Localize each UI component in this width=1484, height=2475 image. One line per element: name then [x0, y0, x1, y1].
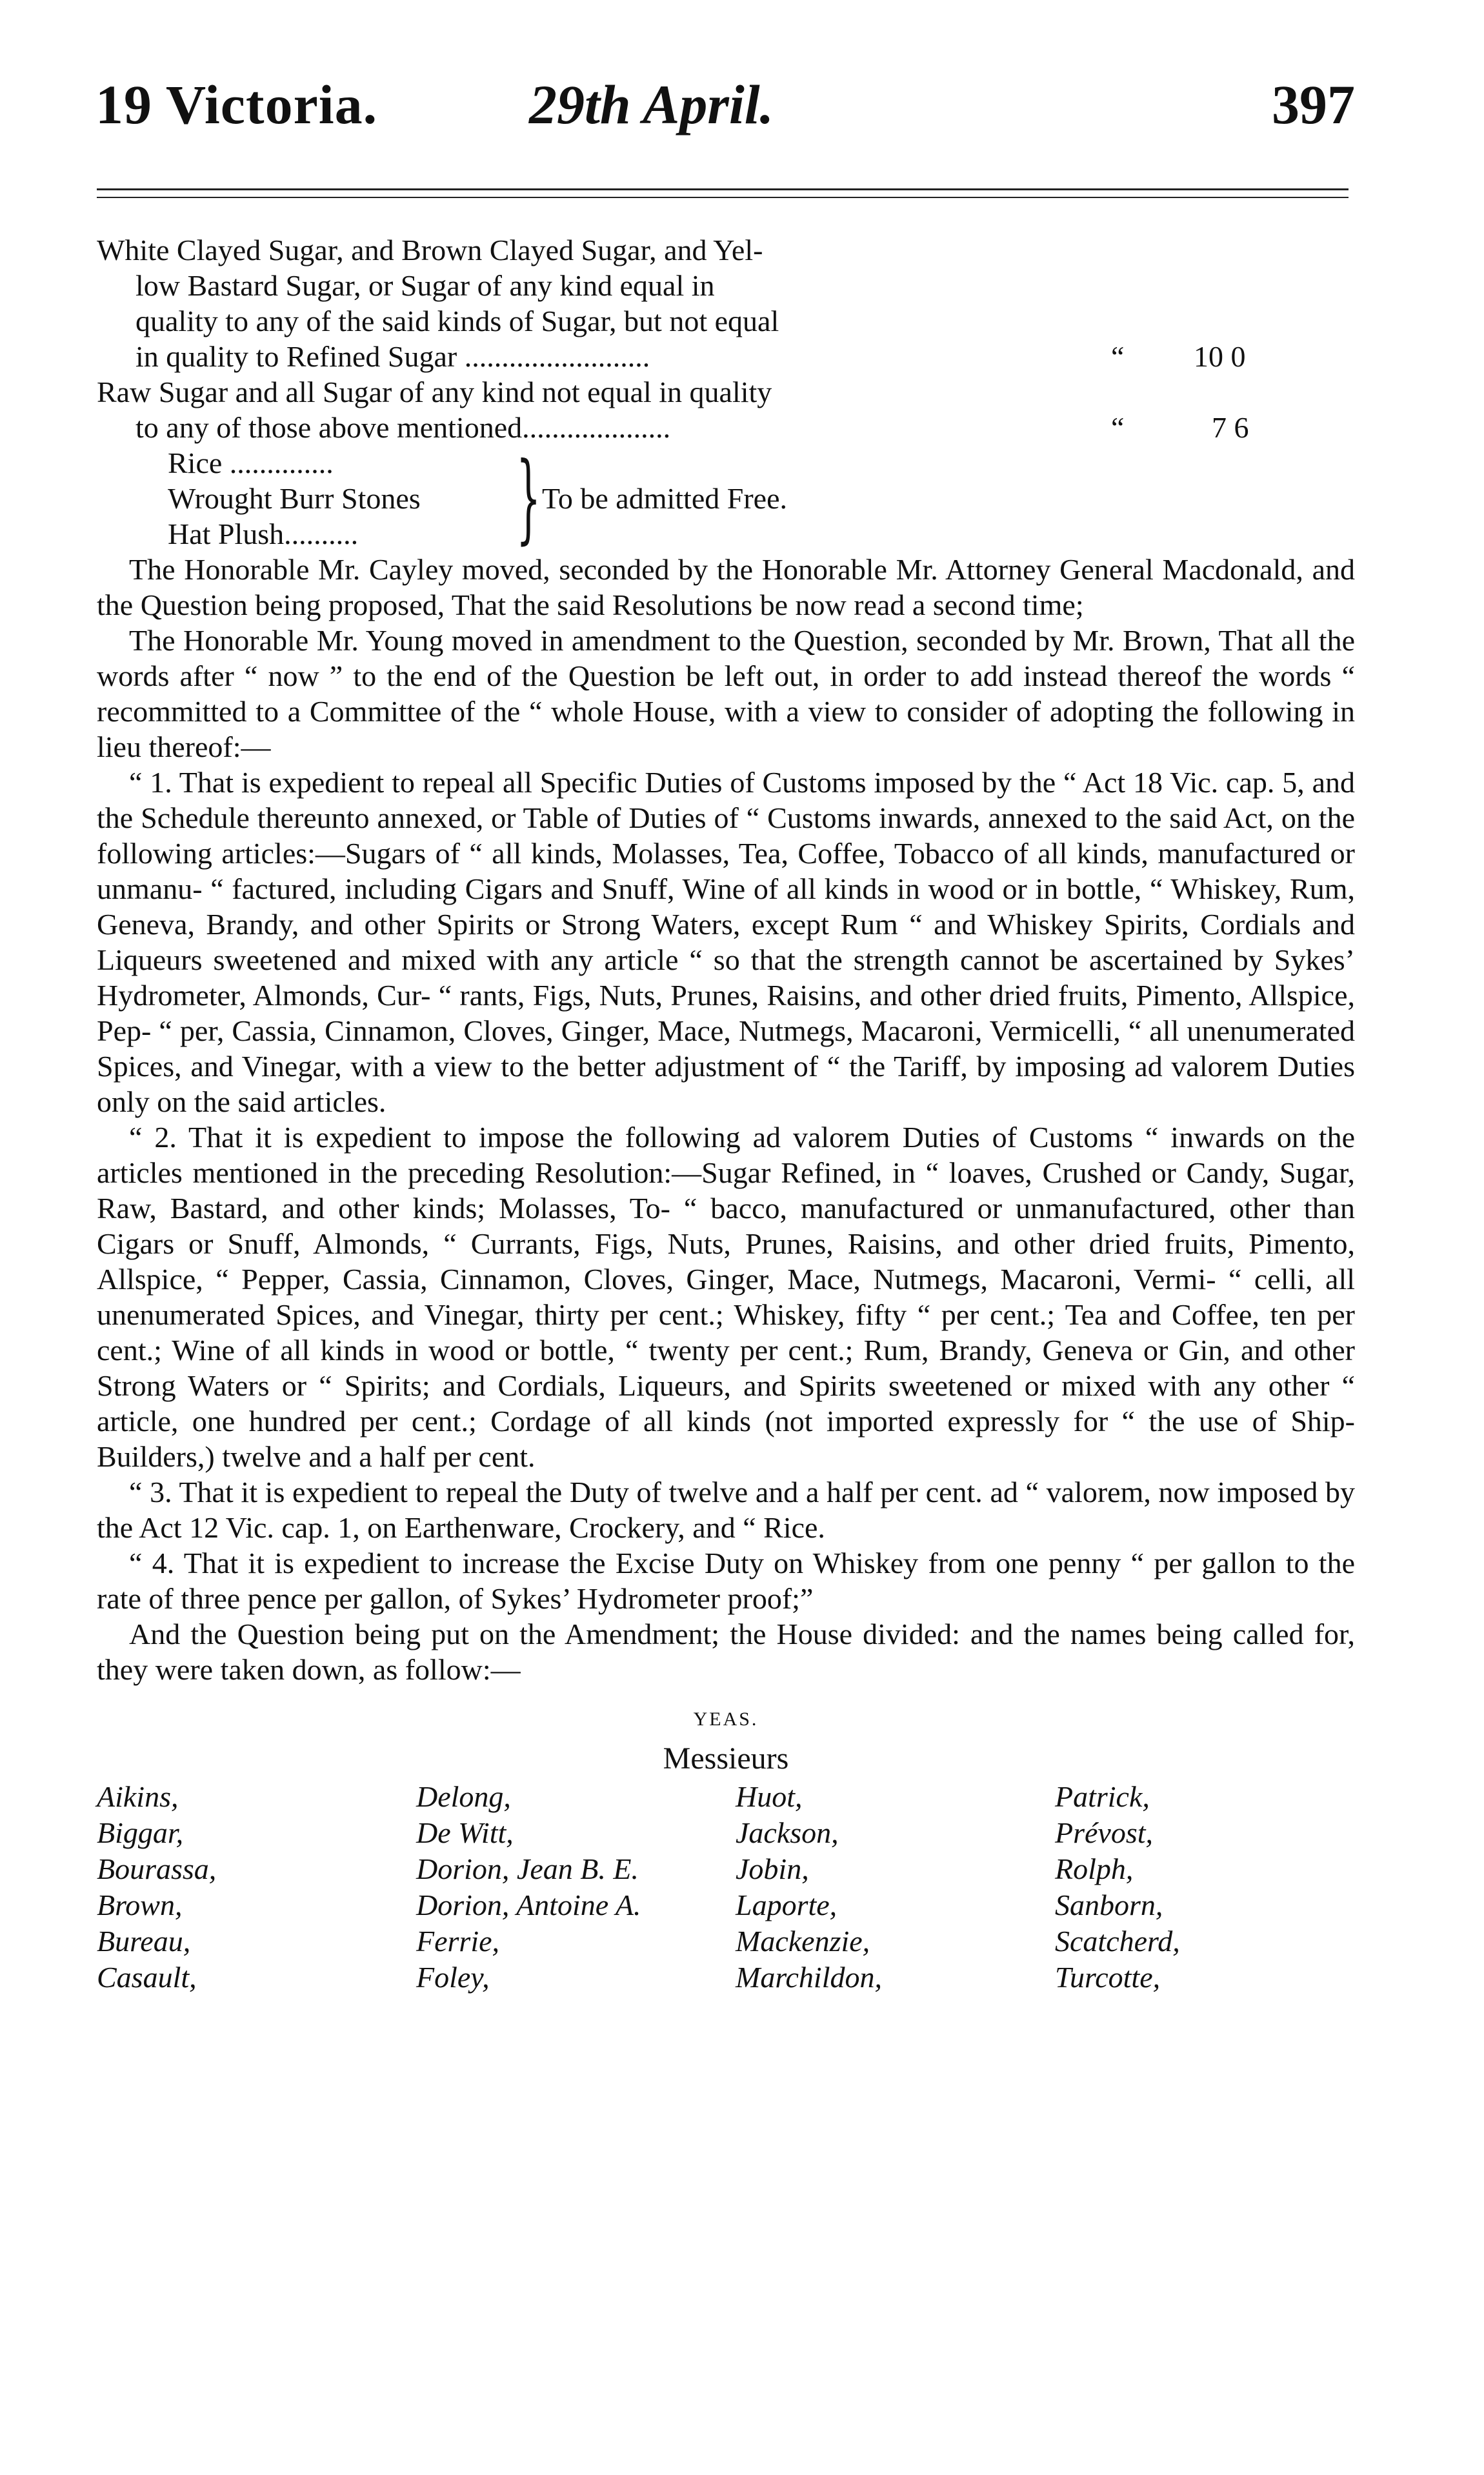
member-name: De Witt, [416, 1816, 514, 1849]
header-rule-top [97, 188, 1349, 190]
brace-icon: } [516, 442, 541, 554]
member-name: Foley, [416, 1961, 490, 1994]
member-name: Turcotte, [1055, 1961, 1161, 1994]
member-name: Rolph, [1055, 1852, 1134, 1885]
ditto-mark: “ [1111, 411, 1125, 444]
duty-amount: 10 0 [1194, 340, 1246, 373]
member-name: Dorion, Antoine A. [416, 1889, 641, 1921]
division-paragraph: And the Question being put on the Amendment; the House divided: and the names being called for, they were taken down, as follow:— [97, 1618, 1355, 1686]
schedule-white-sugar [97, 232, 1355, 374]
member-name: Scatcherd, [1055, 1925, 1180, 1958]
amendment-paragraph: The Honorable Mr. Young moved in amendment to the Question, seconded by Mr. Brown, That all the words after “ now ” to the end of the Question be left out, in order to add instead thereof the words “ recommitted to a Committee of the “ whole House, with a view to consider of adopting the following in lieu thereof:— [97, 624, 1355, 763]
schedule-line: quality to any of the said kinds of Sugar, but not equal [135, 305, 779, 337]
member-name: Casault, [97, 1961, 197, 1994]
page-header [90, 72, 1381, 143]
schedule-line: to any of those above mentioned.................... [135, 411, 671, 444]
schedule-line: low Bastard Sugar, or Sugar of any kind equal in [135, 269, 715, 302]
member-name: Jobin, [736, 1852, 809, 1885]
resolution-3: “ 3. That it is expedient to repeal the Duty of twelve and a half per cent. ad “ valorem, now imposed by the Act 12 Vic. cap. 1, on Earthenware, Crockery, and “ Rice. [97, 1476, 1355, 1544]
resolution-2: “ 2. That it is expedient to impose the following ad valorem Duties of Customs “ inwards on the articles mentioned in the preceding Resolution:—Sugar Refined, in “ loaves, Crushed or Candy, Sugar, Raw, Bastard, and other kinds; Molasses, To- “ bacco, manufactured or unmanufactured, other than Cigars or Snuff, Almonds, “ Currants, Figs, Nuts, Prunes, Raisins, and other dried fruits, Pimento, Allspice, “ Pepper, Cassia, Cinnamon, Cloves, Ginger, Mace, Nutmegs, Macaroni, Vermi- “ celli, all unenumerated Spices, and Vinegar, thirty per cent.; Whiskey, fifty “ per cent.; Tea and Coffee, ten per cent.; Wine of all kinds in wood or bottle, “ twenty per cent.; Rum, Brandy, Geneva or Gin, and other Strong Waters or “ Spirits; and Cordials, Liqueurs, and Spirits sweetened or mixed with any other “ article, one hundred per cent.; Cordage of all kinds (not imported expressly for “ the use of Ship-Builders,) twelve and a half per cent. [97, 1121, 1355, 1473]
free-item: Hat Plush.......... [168, 517, 359, 550]
header-date: 29th April. [529, 74, 774, 135]
free-item: Wrought Burr Stones [168, 482, 421, 515]
free-item: Rice .............. [168, 446, 334, 479]
schedule-raw-sugar [97, 374, 1355, 445]
free-note: To be admitted Free. [542, 482, 787, 515]
member-name: Dorion, Jean B. E. [416, 1852, 639, 1885]
schedule-line: Raw Sugar and all Sugar of any kind not equal in quality [97, 376, 772, 408]
member-name: Laporte, [736, 1889, 837, 1921]
header-regnal-year: 19 Victoria. [95, 74, 378, 135]
page-body [97, 232, 1355, 1996]
resolution-4: “ 4. That it is expedient to increase the Excise Duty on Whiskey from one penny “ per gallon to the rate of three pence per gallon, of Sykes’ Hydrometer proof;” [97, 1547, 1355, 1615]
ditto-mark: “ [1111, 340, 1125, 373]
member-name: Mackenzie, [736, 1925, 870, 1958]
member-name: Marchildon, [736, 1961, 882, 1994]
member-name: Patrick, [1055, 1780, 1150, 1813]
member-name: Bourassa, [97, 1852, 217, 1885]
schedule-line: in quality to Refined Sugar ......................... [135, 340, 650, 373]
member-name: Ferrie, [416, 1925, 500, 1958]
resolution-1: “ 1. That is expedient to repeal all Specific Duties of Customs imposed by the “ Act 18 Vic. cap. 5, and the Schedule thereunto annexed, or Table of Duties of “ Customs inwards, annexed to the said Act, on the following articles:—Sugars of “ all kinds, Molasses, Tea, Coffee, Tobacco of all kinds, manufactured or unmanu- “ factured, including Cigars and Snuff, Wine of all kinds in wood or in bottle, “ Whiskey, Rum, Geneva, Brandy, and other Spirits or Strong Waters, except Rum “ and Whiskey Spirits, Cordials and Liqueurs sweetened and mixed with any article “ so that the strength cannot be ascertained by Sykes’ Hydrometer, Almonds, Cur- “ rants, Figs, Nuts, Prunes, Raisins, and other dried fruits, Pimento, Allspice, Pep- “ per, Cassia, Cinnamon, Cloves, Ginger, Mace, Nutmegs, Macaroni, Vermicelli, “ all unenumerated Spices, and Vinegar, with a view to the better adjustment of “ the Tariff, by imposing ad valorem Duties only on the said articles. [97, 766, 1355, 1118]
duty-amount: 7 6 [1212, 411, 1249, 444]
member-name: Jackson, [736, 1816, 839, 1849]
yeas-heading: YEAS. [693, 1708, 759, 1730]
member-name: Huot, [736, 1780, 803, 1813]
member-name: Brown, [97, 1889, 183, 1921]
page-number: 397 [1272, 74, 1355, 135]
member-name: Aikins, [97, 1780, 179, 1813]
header-rule-bottom [97, 197, 1349, 198]
free-items-group [168, 442, 1355, 554]
schedule-line: White Clayed Sugar, and Brown Clayed Sugar, and Yel- [97, 234, 763, 266]
motion-paragraph: The Honorable Mr. Cayley moved, seconded by the Honorable Mr. Attorney General Macdonald, and the Question being proposed, That the said Resolutions be now read a second time; [97, 553, 1355, 621]
member-name: Prévost, [1055, 1816, 1154, 1849]
yeas-names-list [97, 1779, 1355, 1996]
member-name: Biggar, [97, 1816, 184, 1849]
messieurs-heading: Messieurs [663, 1741, 789, 1776]
member-name: Delong, [416, 1780, 511, 1813]
member-name: Bureau, [97, 1925, 191, 1958]
member-name: Sanborn, [1055, 1889, 1163, 1921]
